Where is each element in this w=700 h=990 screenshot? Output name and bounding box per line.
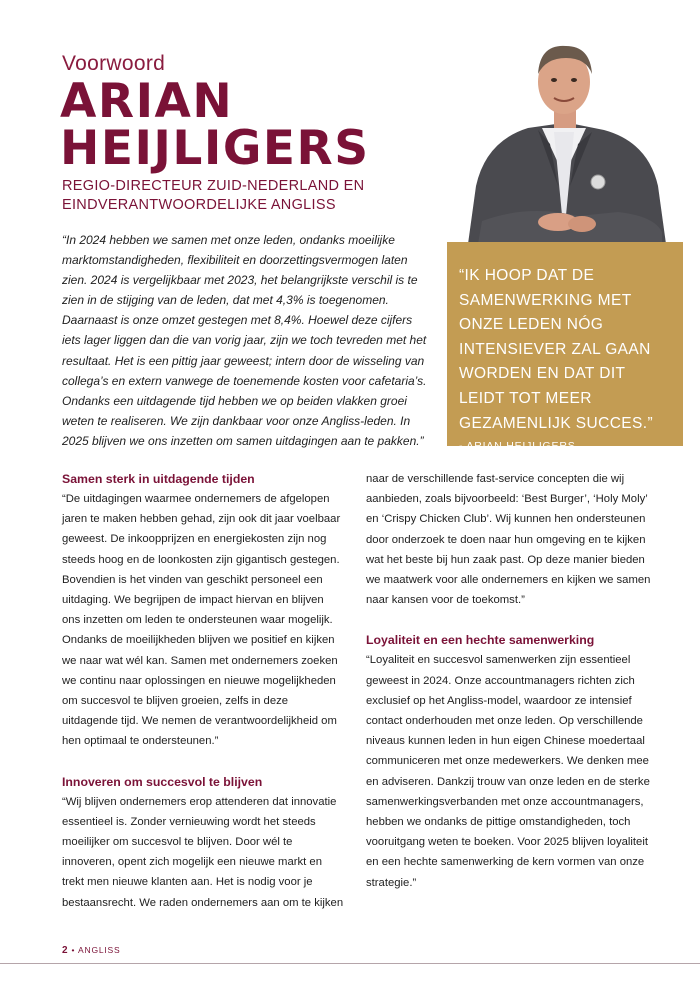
section-kicker: Voorwoord — [62, 52, 166, 75]
page-number: 2 — [62, 945, 69, 956]
section-heading: Innoveren om succesvol te blijven — [62, 774, 263, 789]
section-heading: Loyaliteit en een hechte samenwerking — [366, 633, 595, 648]
section-body: “Wij blijven ondernemers erop attenderen dat innovatie essentieel is. Zonder vernieuwing wordt het steeds moeilijker om succesvol te blijven. Door wél te innoveren, opent zich mogelijk een nieuwe markt en trekt men nieuwe klanten aan. Het is nodig voor je bestaansrecht. We raden ondernemers aan om te kijken — [62, 795, 344, 909]
person-role: REGIO-DIRECTEUR ZUID-NEDERLAND EN EINDVERANTWOORDELIJKE ANGLISS — [62, 178, 365, 213]
portrait-photo — [458, 36, 670, 244]
footer-divider — [0, 963, 700, 964]
person-name-first: ARIAN — [60, 74, 234, 129]
section-heading: Samen sterk in uitdagende tijden — [62, 472, 255, 486]
section-body-continued: naar de verschillende fast-service concepten die wij aanbieden, zoals bijvoorbeeld: ‘Best Burger’, ‘Holy Moly’ en ‘Crispy Chicken Club’. Wij kunnen hen ondersteunen door onderzoek te doen naar hun omgeving en te kijken wat het beste bij hun zaak past. Op deze manier bieden we maatwerk voor alle ondernemers en kijken we samen naar kansen voor de toekomst.” — [366, 473, 651, 607]
column-left — [62, 469, 344, 913]
pull-quote-box — [447, 242, 683, 453]
pull-quote-author: - ARIAN HEIJLIGERS — [459, 440, 576, 453]
pull-quote-text: “IK HOOP DAT DE SAMENWERKING MET ONZE LEDEN NÓG INTENSIEVER ZAL GAAN WORDEN EN DAT DIT LEIDT TOT MEER GEZAMENLIJK SUCCES.” — [459, 267, 654, 432]
footer-brand: ANGLISS — [78, 945, 121, 955]
section-body: “De uitdagingen waarmee ondernemers de afgelopen jaren te maken hebben gehad, zijn ook dit jaar voelbaar geweest. De inkoopprijzen en energiekosten zijn nog steeds hoog en de loonkosten zijn gigantisch gestegen. Bovendien is het vinden van geschikt personeel een uitdaging. We begrijpen de impact hiervan en blijven ons inzetten om leden te ondersteunen waar mogelijk. Ondanks de moeilijkheden blijven we positief en kijken we naar wat wél kan. Samen met ondernemers zoeken we continu naar oplossingen en nieuwe mogelijkheden om succesvol te blijven groeien, zelfs in deze uitdagende tijd. We nemen de verantwoordelijkheid om hen optimaal te ondersteunen.” — [62, 493, 341, 748]
footer-separator: • — [71, 945, 76, 955]
person-name-last: HEIJLIGERS — [60, 121, 370, 176]
page-footer — [62, 945, 120, 956]
column-right — [366, 469, 656, 893]
section-body: “Loyaliteit en succesvol samenwerken zijn essentieel geweest in 2024. Onze accountmanagers richten zich exclusief op het Angliss-model, waardoor ze intensief contact onderhouden met onze leden. Op verschillende niveaus kunnen leden in hun eigen Chinese moedertaal communiceren met onze medewerkers. We denken mee en adviseren. Dankzij trouw van onze leden en de sterke samenwerkingsverbanden met onze accountmanagers, hebben we ondanks de pittige omstandigheden, toch vooruitgang weten te boeken. Voor 2025 blijven loyaliteit en een hechte samenwerking de kern vormen van onze strategie.” — [366, 654, 650, 889]
intro-quote-paragraph: “In 2024 hebben we samen met onze leden, ondanks moeilijke marktomstandigheden, flexibiliteit en doorzettingsvermogen laten zien. 2024 is vergelijkbaar met 2023, het belangrijkste verschil is te zien in de stijging van de leden, dat met 4,3% is toegenomen. Daarnaast is onze omzet gestegen met 8,4%. Hoewel deze cijfers iets lager liggen dan die van vorig jaar, zijn we toch tevreden met het resultaat. Het is een pittig jaar geweest; intern door de wisseling van collega’s en extern vanwege de toenemende kosten voor cafetaria’s. Ondanks een uitdagende tijd hebben we op beiden vlakken groei weten te realiseren. We zijn dankbaar voor onze Angliss-leden. In 2025 blijven we ons inzetten om samen uitdagingen aan te pakken.” — [62, 233, 427, 448]
portrait-illustration — [458, 36, 670, 244]
